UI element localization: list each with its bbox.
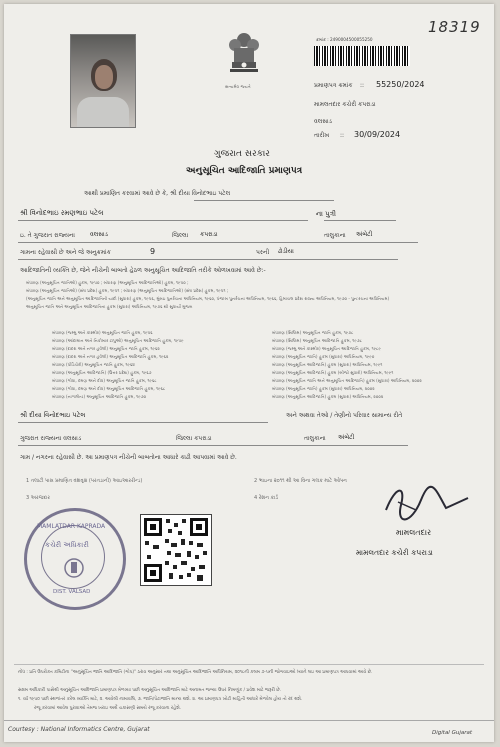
certificate-page: સત્યમેવ જયતે 18319 ક્રમાંક : 2490004500055250 પ્રમાણપત્ર ક્રમાંક :: 55250/2024 મામલતદાર કચેરી કપરાડા વલસાડ તારીખ :: 30/09/2024 ગુજરાત સરકાર અનુસૂચિત આદિજાતિ પ્રમાણપત્ર આથી પ્રમાણિત કરવામાં આવે છે કે, શ્રી દીયા વિનોદભાઇ પટેલ શ્રી વિનોદભાઇ રમણભાઇ પટેલ ના પુત્રી ઇ. તે ગુજરાત રાજ્યના વલસાડ જિલ્લા કપરાડા તાલુકાના અંબેટી ગામના રહેવાસી છે અને જે અનુક્રમાંક 9 પરની ઢોડીયા આદિજાતિની વ્યક્તિ છે, જેને નીચેની બાબતો હેઠળ અનુસૂચિત આદિજાતિ તરીકે ઓળખવામાં આવે છે:- બંધારણ (અનુસૂચિત જાતિઓ) હુકમ, ૧૯૫૦ ; બંધારણ (અનુસૂચિત આદિજાતિઓ) હુકમ, ૧૯૫૦ ; બંધારણ (અનુસૂચિત જાતિઓ) (સંઘ પ્રદેશ) હુકમ, ૧૯૫૧ ; બંધારણ (અનુસૂચિત આદિજાતિઓ) (સંઘ પ્રદેશ) હુકમ, ૧૯૫૧ ; (અનુસૂચિત જાતિ અને અનુસૂચિત આદિજાતિની યાદી (સુધારા) હુકમ, ૧૯૫૬, મુંબઇ પુનર્રચના અધિનિયમ, ૧૯૬૦, પંજાબ પુનર્રચના અધિનિયમ, ૧૯૬૬, હિમાચલ પ્રદેશ રાજ્ય અધિનિયમ, ૧૯૭૦ - પુનઃરચના અધિનિયમ) અનુસૂચિત જાતિ અને અનુસૂચિત આદિજાતિના હુકમ (સુધારા) અધિનિયમ, ૧૯૭૬ થી સુધાર્યા મુજબ બંધારણ (જમ્મુ અને કાશ્મીર) અનુસૂચિત જાતિ હુકમ, ૧૯૫૬ બંધારણ (આંદામાન અને નિકોબાર ટાપુઓ) અનુસૂચિત આદિજાતિ હુકમ, ૧૯૫૯ બંધારણ (દાદરા અને નગર હવેલી) અનુસૂચિત જાતિ હુકમ, ૧૯૬૨ બંધારણ (દાદરા અને નગર હવેલી) અનુસૂચિત આદિજાતિ હુકમ, ૧૯૬૨ બંધારણ (પોંડિચેરી) અનુસૂચિત જાતિ હુકમ, ૧૯૬૪ બંધારણ (અનુસૂચિત આદિજાતિ) (ઉત્તર પ્રદેશ) હુકમ, ૧૯૬૭ બંધારણ (ગોવા, દમણ અને દીવ) અનુસૂચિત જાતિ હુકમ, ૧૯૬૮ બંધારણ (ગોવા, દમણ અને દીવ) અનુસૂચિત આદિજાતિ હુકમ, ૧૯૬૮ બંધારણ (નાગાલેન્ડ) અનુસૂચિત આદિજાતિ હુકમ, ૧૯૭૦ બંધારણ (સિક્કિમ) અનુસૂચિત જાતિ હુકમ, ૧૯૭૮ બંધારણ (સિક્કિમ) અનુસૂચિત આદિજાતિ હુકમ, ૧૯૭૮ બંધારણ (જમ્મુ અને કાશ્મીર) અનુસૂચિત આદિજાતિ હુકમ, ૧૯૮૯ બંધારણ (અનુસૂચિત જાતિ) હુકમ (સુધારા) અધિનિયમ, ૧૯૯૦ બંધારણ (અનુસૂચિત આદિજાતિ) હુકમ (સુધારા) અધિનિયમ, ૧૯૯૧ બંધારણ (અનુસૂચિત આદિજાતિ) હુકમ (બીજો સુધારો) અધિનિયમ, ૧૯૯૧ બંધારણ (અનુસૂચિત જાતિ અને અનુસૂચિત આદિજાતિ) હુકમ (સુધારા) અધિનિયમ, ૨૦૦૨ બંધારણ (અનુસૂચિત જાતિ) હુકમ (સુધારા) અધિનિયમ, ૨૦૦૨ બંધારણ (અનુસૂચિત આદિજાતિ) હુકમ (સુધારા) અધિનિયમ, ૨૦૦૨ શ્રી દીયા વિનોદભાઇ પટેલ અને અથવા તેઓ / તેણીનો પરિવાર સામાન્ય રીતે ગુજરાત રાજ્યના વલસાડ જિલ્લા કપરાડા તાલુકાના અંબેટી ગામ / નગરના રહેવાસી છે. આ પ્રમાણપત્ર નીચેની બાબતોના આધારે કાઢી આપવામાં આવે છે. 1 તલાટી પાસ પ્રમાણિત વંશવૃક્ષ (પરતડાની) આઇઆરરીન્ડ) 2 ભાઇના ૨૦૧૧ થી આ વિના ગલક માટે ઓપન 3 અરજદાર 4 રેશન કાર્ડ MAMLATDAR KAPRADA કચેરી અધિકારી DIST. VALSAD મામલતદાર મામલતદાર કચેરી કપરાડા નોંધ : પ્રતિ ઉપરોક્ત કમિટીના "અનુસૂચિત જાતિ આદિજાતિ (ગોપ)" ઠરાવ અનુસાર તથા અનુસૂચિત આદિજાતિ અધિનિયમ, ૨૦૧૮ની કલમ ૭-૫ની જોગવાઇઓ ધ્યાને લઇ આ પ્રમાણપત્ર આપવામાં આવે છે. સક્ષમ અધિકારી પાસેથી અનુસૂચિત આદિજાતિ પ્રમાણપત્ર મેળવ્યા પછી અનુસૂચિત આદિજાતિ માટે અનામત જગ્યા ઉપર નિમણૂંક / પ્રવેશ માટે જરૂરી છે. ૧. વર્ષ ૧૯૫૦ પછી સ્થળાંતર કરેલ વ્યક્તિ માટે, ૨. આવેલી નામાવલિ, ૩. જાતિ/પેટાજાતિ માન્ય થશે. ૪. આ પ્રમાણપત્ર ખોટી માહિતી આધારે મેળવેલ હોય તો રદ થશે. રજૂ કરવામાં આવેલ પુરાવાઓ તેમજ ખરાઇ અર્થે ચકાસણી સમયે રજૂ કરવાના રહેશે. Courtesy : National Informatics Centre, Gujarat Digital Gujarat [4,4,494,742]
note-2: સક્ષમ અધિકારી પાસેથી અનુસૂચિત આદિજાતિ પ્રમાણપત્ર મેળવ્યા પછી અનુસૂચિત આદિજાતિ માટે અનામત જગ્યા ઉપર નિમણૂંક / પ્રવેશ માટે જરૂરી છે. [18,688,282,693]
note-1: નોંધ : પ્રતિ ઉપરોક્ત કમિટીના "અનુસૂચિત જાતિ આદિજાતિ (ગોપ)" ઠરાવ અનુસાર તથા અનુસૂચિત આદિજાતિ અધિનિયમ, ૨૦૧૮ની કલમ ૭-૫ની જોગવાઇઓ ધ્યાને લઇ આ પ્રમાણપત્ર આપવામાં આવે છે. [18,670,373,675]
certify-line: આથી પ્રમાણિત કરવામાં આવે છે કે, શ્રી દીયા વિનોદભાઇ પટેલ [84,190,231,197]
serial-label: ગામના રહેવાસી છે અને જે અનુક્રમાંક [20,249,111,256]
caste-value: ઢોડીયા [278,248,294,255]
office-seal: MAMLATDAR KAPRADA કચેરી અધિકારી DIST. VALSAD [24,508,126,610]
document-title: અનુસૂચિત આદિજાતિ પ્રમાણપત્ર [186,166,303,176]
footer-courtesy: Courtesy : National Informatics Centre, Gujarat [8,726,150,733]
barcode-caption: ક્રમાંક : 2490004500055250 [316,37,373,42]
note-3: ૧. વર્ષ ૧૯૫૦ પછી સ્થળાંતર કરેલ વ્યક્તિ માટે, ૨. આવેલી નામાવલિ, ૩. જાતિ/પેટાજાતિ માન્ય થશે. ૪. આ પ્રમાણપત્ર ખોટી માહિતી આધારે મેળવેલ હોય તો રદ થશે. [18,697,303,702]
fine-print-left: બંધારણ (જમ્મુ અને કાશ્મીર) અનુસૂચિત જાતિ હુકમ, ૧૯૫૬ બંધારણ (આંદામાન અને નિકોબાર ટાપુઓ) અનુસૂચિત આદિજાતિ હુકમ, ૧૯૫૯ બંધારણ (દાદરા અને નગર હવેલી) અનુસૂચિત જાતિ હુકમ, ૧૯૬૨ બંધારણ (દાદરા અને નગર હવેલી) અનુસૂચિત આદિજાતિ હુકમ, ૧૯૬૨ બંધારણ (પોંડિચેરી) અનુસૂચિત જાતિ હુકમ, ૧૯૬૪ બંધારણ (અનુસૂચિત આદિજાતિ) (ઉત્તર પ્રદેશ) હુકમ, ૧૯૬૭ બંધારણ (ગોવા, દમણ અને દીવ) અનુસૂચિત જાતિ હુકમ, ૧૯૬૮ બંધારણ (ગોવા, દમણ અને દીવ) અનુસૂચિત આદિજાતિ હુકમ, ૧૯૬૮ બંધારણ (નાગાલેન્ડ) અનુસૂચિત આદિજાતિ હુકમ, ૧૯૭૦ [52,330,184,399]
taluka-label-2: તાલુકાના [304,435,326,442]
government-title: ગુજરાત સરકાર [214,149,270,159]
office-label: મામલતદાર કચેરી કપરાડા [314,101,376,108]
fine-print-right: બંધારણ (સિક્કિમ) અનુસૂચિત જાતિ હુકમ, ૧૯૭૮ બંધારણ (સિક્કિમ) અનુસૂચિત આદિજાતિ હુકમ, ૧૯૭૮ બંધારણ (જમ્મુ અને કાશ્મીર) અનુસૂચિત આદિજાતિ હુકમ, ૧૯૮૯ બંધારણ (અનુસૂચિત જાતિ) હુકમ (સુધારા) અધિનિયમ, ૧૯૯૦ બંધારણ (અનુસૂચિત આદિજાતિ) હુકમ (સુધારા) અધિનિયમ, ૧૯૯૧ બંધારણ (અનુસૂચિત આદિજાતિ) હુકમ (બીજો સુધારો) અધિનિયમ, ૧૯૯૧ બંધારણ (અનુસૂચિત જાતિ અને અનુસૂચિત આદિજાતિ) હુકમ (સુધારા) અધિનિયમ, ૨૦૦૨ બંધારણ (અનુસૂચિત જાતિ) હુકમ (સુધારા) અધિનિયમ, ૨૦૦૨ બંધારણ (અનુસૂચિત આદિજાતિ) હુકમ (સુધારા) અધિનિયમ, ૨૦૦૨ [272,330,422,399]
village-value-2: અંબેટી [338,434,355,441]
certificate-no-value: 55250/2024 [376,80,425,89]
district-value-1: વલસાડ [90,231,108,238]
note-4: રજૂ કરવામાં આવેલ પુરાવાઓ તેમજ ખરાઇ અર્થે ચકાસણી સમયે રજૂ કરવાના રહેશે. [34,706,182,711]
applicant-name: શ્રી દીયા વિનોદભાઇ પટેલ [20,411,86,419]
signature-title: મામલતદાર [396,528,432,537]
taluka-label: તાલુકાના [324,232,346,239]
tribe-line: આદિજાતિની વ્યક્તિ છે, જેને નીચેની બાબતો હેઠળ અનુસૂચિત આદિજાતિ તરીકે ઓળખવામાં આવે છે:- [20,267,266,274]
certificate-no-label: પ્રમાણપત્ર ક્રમાંક [314,82,353,89]
family-line: અને અથવા તેઓ / તેણીનો પરિવાર સામાન્ય રીતે [286,412,403,419]
state-2: ગુજરાત રાજ્યના વલસાડ [20,435,82,442]
footer-brand: Digital Gujarat [432,730,473,736]
basis-item-1: 1 તલાટી પાસ પ્રમાણિત વંશવૃક્ષ (પરતડાની) આઇઆરરીન્ડ) [26,478,143,484]
basis-item-2: 2 ભાઇના ૨૦૧૧ થી આ વિના ગલક માટે ઓપન [254,478,347,484]
handwritten-number: 18319 [428,18,481,36]
emblem-caption: સત્યમેવ જયતે [225,84,251,89]
village-value-1: અંબેટી [356,231,373,238]
district-label: વલસાડ [314,118,332,125]
qr-code-icon [140,514,212,586]
date-label: તારીખ [314,132,330,139]
state-label: ઇ. તે ગુજરાત રાજ્યના [20,232,75,239]
date-value: 30/09/2024 [354,130,401,139]
barcode [314,46,410,66]
relation: ના પુત્રી [316,210,337,218]
father-name: શ્રી વિનોદભાઇ રમણભાઇ પટેલ [20,209,104,217]
district-label-2: જિલ્લા [172,232,189,239]
state-emblem-icon [224,28,264,84]
basis-item-4: 4 રેશન કાર્ડ [254,495,279,501]
caste-label: પરની [256,249,270,256]
applicant-photo [70,34,136,128]
district-label-3: જિલ્લા કપરાડા [176,435,212,442]
serial-value: 9 [150,247,156,256]
purpose-line: ગામ / નગરના રહેવાસી છે. આ પ્રમાણપત્ર નીચેની બાબતોના આધારે કાઢી આપવામાં આવે છે. [20,454,237,461]
signature-scribble [376,480,476,530]
taluka-value-1: કપરાડા [200,231,218,238]
footer [4,720,494,742]
basis-item-3: 3 અરજદાર [26,495,50,501]
fine-print-top: બંધારણ (અનુસૂચિત જાતિઓ) હુકમ, ૧૯૫૦ ; બંધારણ (અનુસૂચિત આદિજાતિઓ) હુકમ, ૧૯૫૦ ; બંધારણ (અનુસૂચિત જાતિઓ) (સંઘ પ્રદેશ) હુકમ, ૧૯૫૧ ; બંધારણ (અનુસૂચિત આદિજાતિઓ) (સંઘ પ્રદેશ) હુકમ, ૧૯૫૧ ; (અનુસૂચિત જાતિ અને અનુસૂચિત આદિજાતિની યાદી (સુધારા) હુકમ, ૧૯૫૬, મુંબઇ પુનર્રચના અધિનિયમ, ૧૯૬૦, પંજાબ પુનર્રચના અધિનિયમ, ૧૯૬૬, હિમાચલ પ્રદેશ રાજ્ય અધિનિયમ, ૧૯૭૦ - પુનઃરચના અધિનિયમ) અનુસૂચિત જાતિ અને અનુસૂચિત આદિજાતિના હુકમ (સુધારા) અધિનિયમ, ૧૯૭૬ થી સુધાર્યા મુજબ [26,280,390,309]
signature-office: મામલતદાર કચેરી કપરાડા [356,548,433,557]
